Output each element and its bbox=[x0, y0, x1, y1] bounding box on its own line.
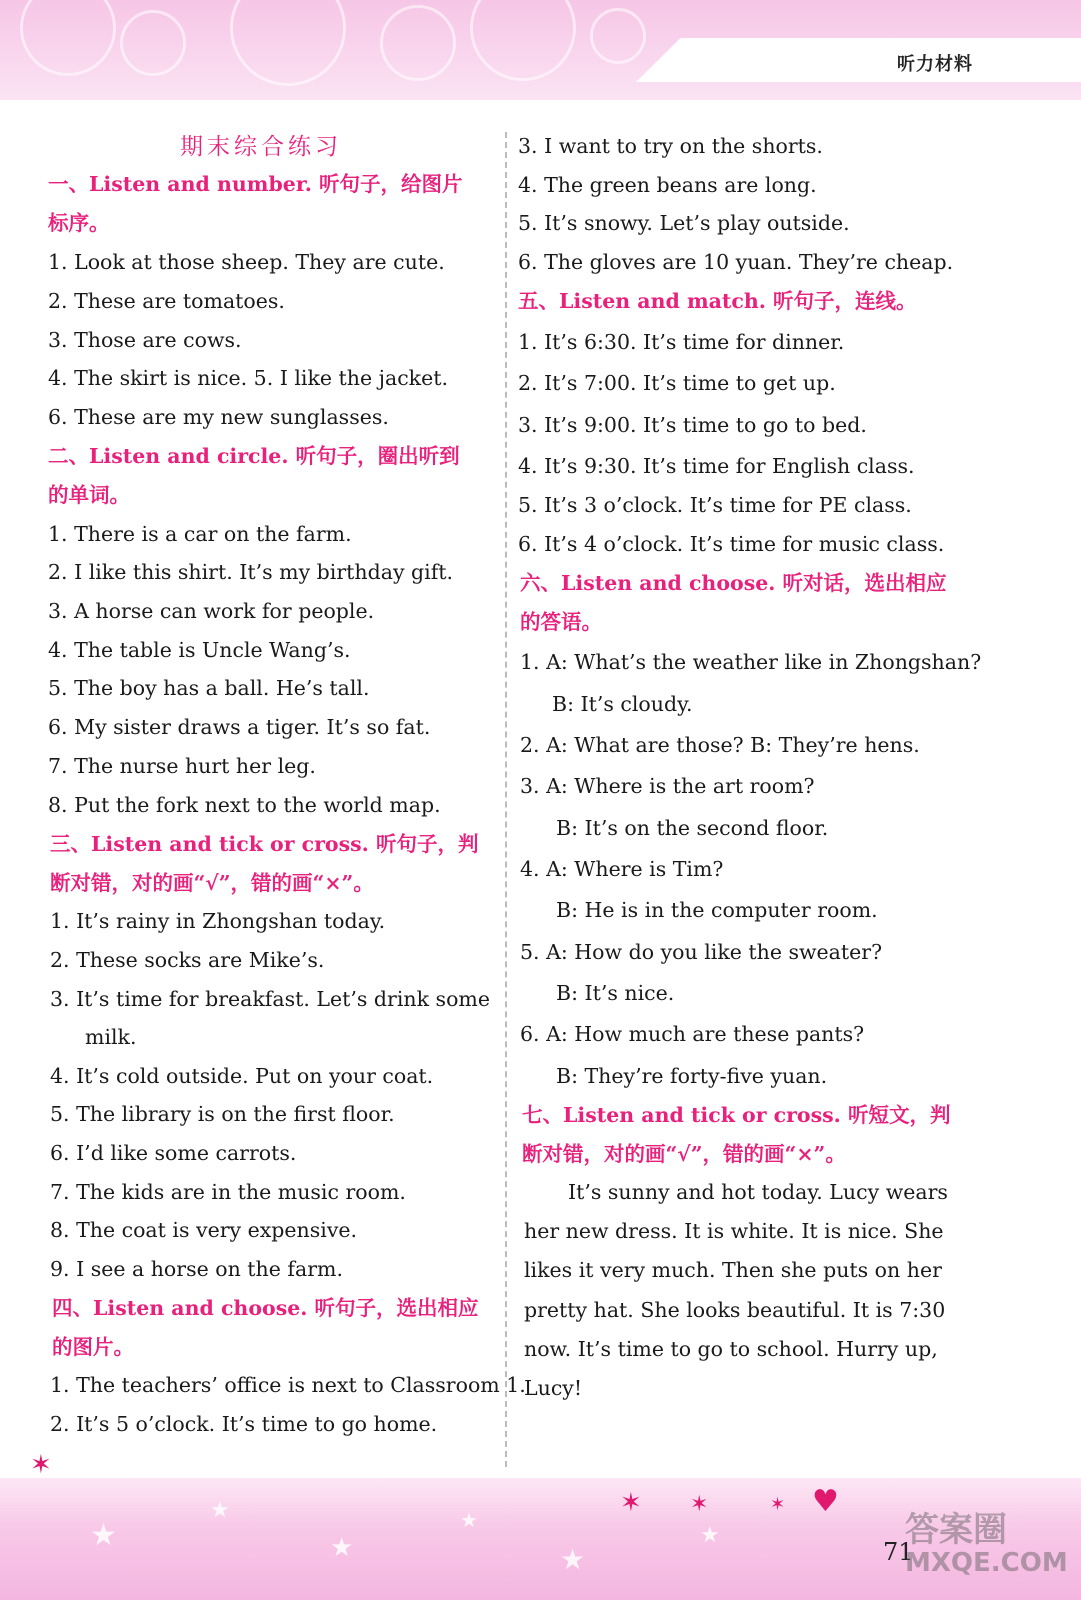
section-title: 听力材料 bbox=[897, 54, 973, 75]
list-item: 7. The kids are in the music room. bbox=[50, 1180, 406, 1204]
list-item: 5. It’s 3 o’clock. It’s time for PE class. bbox=[518, 493, 912, 517]
list-item: 8. The coat is very expensive. bbox=[50, 1218, 358, 1242]
list-item: 5. It’s snowy. Let’s play outside. bbox=[518, 211, 850, 235]
dialogue-line: 2. A: What are those? B: They’re hens. bbox=[520, 733, 920, 757]
decor-bubble bbox=[380, 5, 456, 81]
dialogue-line: B: It’s on the second floor. bbox=[556, 816, 829, 840]
star-icon: ★ bbox=[560, 1543, 586, 1576]
page-number: 71 bbox=[883, 1538, 914, 1566]
passage-line: Lucy! bbox=[524, 1376, 583, 1400]
list-item: 1. Look at those sheep. They are cute. bbox=[48, 250, 445, 274]
dialogue-line: B: He is in the computer room. bbox=[556, 898, 878, 922]
list-item: 3. I want to try on the shorts. bbox=[518, 134, 823, 158]
section-heading-cont: 的答语。 bbox=[520, 610, 602, 634]
star-icon: ★ bbox=[330, 1533, 354, 1563]
passage-line: now. It’s time to go to school. Hurry up, bbox=[524, 1337, 938, 1361]
list-item: 6. These are my new sunglasses. bbox=[48, 405, 389, 429]
list-item: 3. It’s time for breakfast. Let’s drink some bbox=[50, 987, 490, 1011]
header-tab bbox=[636, 38, 1081, 82]
column-divider bbox=[505, 132, 507, 1467]
passage-line: pretty hat. She looks beautiful. It is 7:30 bbox=[524, 1298, 946, 1322]
list-item: 1. The teachers’ office is next to Classroom 1. bbox=[50, 1373, 526, 1397]
page-header-banner bbox=[0, 0, 1081, 100]
section-heading-cont: 标序。 bbox=[48, 211, 110, 235]
heart-icon: ♥ bbox=[812, 1484, 839, 1519]
list-item: 3. It’s 9:00. It’s time to go to bed. bbox=[518, 413, 867, 437]
star-icon: ✶ bbox=[620, 1488, 642, 1518]
section-heading: 一、Listen and number. 听句子，给图片 bbox=[48, 172, 463, 196]
section-heading: 三、Listen and tick or cross. 听句子，判 bbox=[50, 832, 479, 856]
list-item: 6. I’d like some carrots. bbox=[50, 1141, 297, 1165]
list-item: 6. It’s 4 o’clock. It’s time for music class. bbox=[518, 532, 945, 556]
list-item: 6. The gloves are 10 yuan. They’re cheap. bbox=[518, 250, 954, 274]
list-item: 2. These socks are Mike’s. bbox=[50, 948, 325, 972]
star-icon: ✶ bbox=[30, 1450, 52, 1480]
star-icon: ✶ bbox=[770, 1494, 786, 1515]
watermark-logo bbox=[905, 1512, 1068, 1578]
list-item: 5. The boy has a ball. He’s tall. bbox=[48, 676, 370, 700]
list-item: 3. A horse can work for people. bbox=[48, 599, 375, 623]
watermark-text: 答案圈 bbox=[905, 1510, 1007, 1550]
list-item: 1. It’s rainy in Zhongshan today. bbox=[50, 909, 386, 933]
star-icon: ★ bbox=[90, 1518, 117, 1553]
list-item: 2. It’s 5 o’clock. It’s time to go home. bbox=[50, 1412, 438, 1436]
watermark-url: MXQE.COM bbox=[905, 1548, 1068, 1579]
passage-line: It’s sunny and hot today. Lucy wears bbox=[568, 1180, 948, 1204]
star-icon: ★ bbox=[460, 1508, 478, 1532]
list-item: 4. The table is Uncle Wang’s. bbox=[48, 638, 351, 662]
list-item: 1. It’s 6:30. It’s time for dinner. bbox=[518, 330, 845, 354]
decor-bubble bbox=[470, 0, 576, 81]
section-heading: 六、Listen and choose. 听对话，选出相应 bbox=[520, 571, 947, 595]
section-heading: 四、Listen and choose. 听句子，选出相应 bbox=[52, 1296, 479, 1320]
list-item: 4. It’s cold outside. Put on your coat. bbox=[50, 1064, 434, 1088]
list-item: 1. There is a car on the farm. bbox=[48, 522, 352, 546]
passage-line: likes it very much. Then she puts on her bbox=[524, 1258, 942, 1282]
section-heading-cont: 断对错，对的画“√”，错的画“×”。 bbox=[50, 871, 374, 895]
dialogue-line: B: They’re forty-five yuan. bbox=[556, 1064, 828, 1088]
list-item-cont: milk. bbox=[85, 1025, 137, 1049]
dialogue-line: B: It’s cloudy. bbox=[552, 692, 693, 716]
dialogue-line: 5. A: How do you like the sweater? bbox=[520, 940, 883, 964]
dialogue-line: 6. A: How much are these pants? bbox=[520, 1022, 865, 1046]
section-heading: 七、Listen and tick or cross. 听短文，判 bbox=[522, 1103, 951, 1127]
list-item: 2. It’s 7:00. It’s time to get up. bbox=[518, 371, 836, 395]
section-heading: 二、Listen and circle. 听句子，圈出听到 bbox=[48, 444, 460, 468]
decor-bubble bbox=[20, 0, 116, 76]
list-item: 4. It’s 9:30. It’s time for English class. bbox=[518, 454, 915, 478]
list-item: 7. The nurse hurt her leg. bbox=[48, 754, 316, 778]
star-icon: ★ bbox=[700, 1523, 720, 1548]
list-item: 3. Those are cows. bbox=[48, 328, 242, 352]
list-item: 9. I see a horse on the farm. bbox=[50, 1257, 343, 1281]
list-item: 2. These are tomatoes. bbox=[48, 289, 285, 313]
dialogue-line: 3. A: Where is the art room? bbox=[520, 774, 815, 798]
star-icon: ★ bbox=[210, 1498, 230, 1523]
passage-line: her new dress. It is white. It is nice. She bbox=[524, 1219, 944, 1243]
star-icon: ✶ bbox=[690, 1492, 709, 1517]
list-item: 5. The library is on the first floor. bbox=[50, 1102, 395, 1126]
list-item: 4. The skirt is nice. 5. I like the jacket. bbox=[48, 366, 448, 390]
exercise-title: 期末综合练习 bbox=[180, 134, 342, 160]
section-heading-cont: 的单词。 bbox=[48, 483, 130, 507]
decor-bubble bbox=[230, 0, 346, 86]
dialogue-line: 1. A: What’s the weather like in Zhongshan? bbox=[520, 650, 982, 674]
dialogue-line: B: It’s nice. bbox=[556, 981, 675, 1005]
list-item: 2. I like this shirt. It’s my birthday gift. bbox=[48, 560, 454, 584]
decor-bubble bbox=[120, 10, 186, 76]
list-item: 6. My sister draws a tiger. It’s so fat. bbox=[48, 715, 431, 739]
dialogue-line: 4. A: Where is Tim? bbox=[520, 857, 724, 881]
section-heading-cont: 的图片。 bbox=[52, 1335, 134, 1359]
decor-bubble bbox=[590, 8, 646, 64]
section-heading-cont: 断对错，对的画“√”，错的画“×”。 bbox=[522, 1142, 846, 1166]
section-heading: 五、Listen and match. 听句子，连线。 bbox=[518, 289, 917, 313]
list-item: 8. Put the fork next to the world map. bbox=[48, 793, 441, 817]
list-item: 4. The green beans are long. bbox=[518, 173, 817, 197]
